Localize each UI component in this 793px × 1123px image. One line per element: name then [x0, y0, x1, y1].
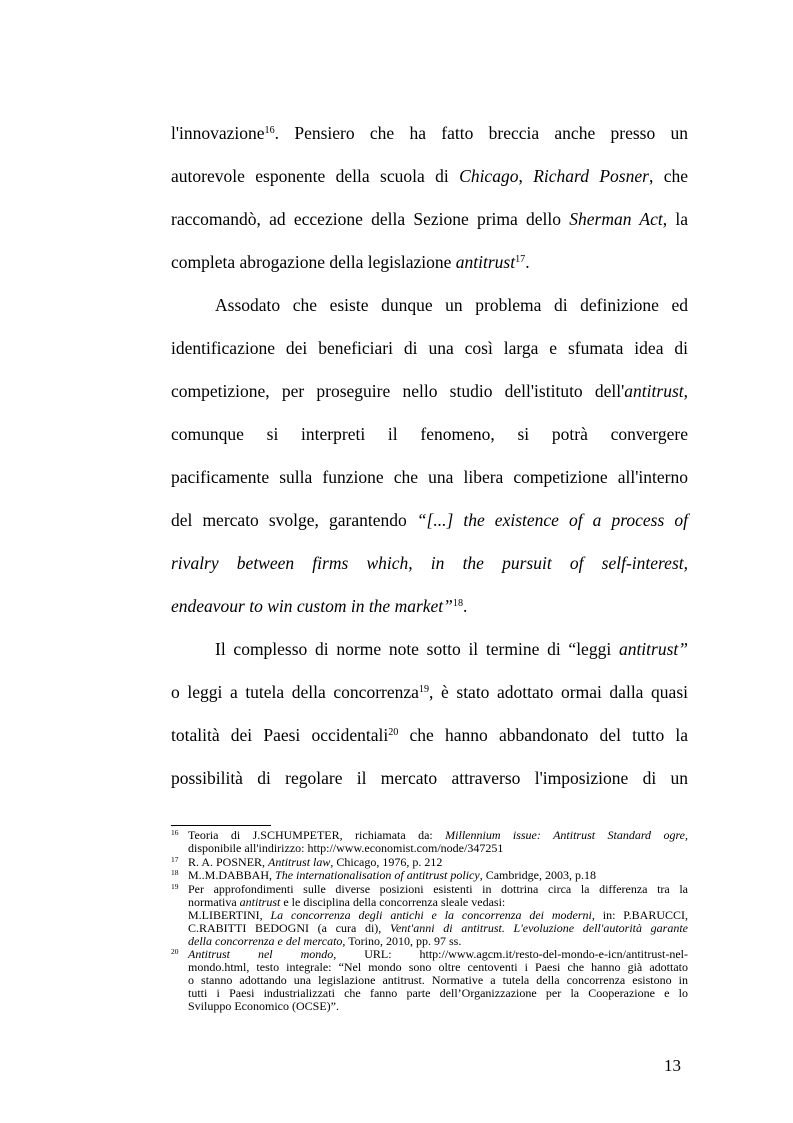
footnote-separator — [171, 825, 271, 826]
body-line: possibilità di regolare il mercato attraverso l'imposizione di un — [171, 768, 688, 788]
body-line: endeavour to win custom in the market”$^{18}$. — [171, 596, 468, 616]
body-line: rivalry between firms which, in the pursuit of self-interest, — [171, 553, 688, 573]
footnote-line: Per approfondimenti sulle diverse posizioni esistenti in dottrina circa la differenza tra la — [188, 881, 688, 896]
footnote-ref[interactable]: 20 — [388, 727, 399, 739]
footnote-ref[interactable]: 18 — [452, 598, 464, 610]
footnote-line: Antitrust nel mondo, URL: http://www.agcm.it/resto-del-mondo-e-icn/antitrust-nel- — [188, 947, 688, 961]
footnote-line: normativa antitrust e le disciplina della concorrenza sleale vedasi: — [188, 894, 506, 909]
body-line: o leggi a tutela della concorrenza$^{19}$, è stato adottato ormai dalla quasi — [171, 682, 688, 702]
footnote-number: 18 — [171, 868, 179, 877]
footnote-17 — [171, 856, 688, 869]
body-line: totalità dei Paesi occidentali$^{20}$ che hanno abbandonato del tutto la — [171, 725, 689, 745]
body-line: competizione, per proseguire nello studio dell'istituto dell'antitrust, — [171, 381, 688, 401]
footnote-line: Teoria di J.SCHUMPETER, richiamata da: Millennium issue: Antitrust Standard ogre, — [188, 828, 688, 842]
footnote-line: Sviluppo Economico (OCSE)”. — [188, 999, 339, 1013]
body-line: autorevole esponente della scuola di Chicago, Richard Posner, che — [171, 166, 689, 186]
footnote-18 — [171, 869, 688, 882]
footnote-line: mondo.html, testo integrale: “Nel mondo sono oltre centoventi i Paesi che hanno già adottato — [188, 960, 688, 974]
footnote-line: della concorrenza e del mercato, Torino, 2010, pp. 97 ss. — [188, 933, 462, 948]
footnote-line: R. A. POSNER, Antitrust law, Chicago, 1976, p. 212 — [188, 854, 443, 869]
body-line: completa abrogazione della legislazione antitrust$^{17}$. — [171, 252, 530, 272]
body-line: raccomandò, ad eccezione della Sezione prima dello Sherman Act, la — [171, 209, 688, 229]
footnote-ref[interactable]: 16 — [264, 125, 275, 137]
footnote-number: 19 — [171, 881, 179, 891]
footnote-20 — [171, 948, 688, 1013]
footnote-19 — [171, 883, 688, 948]
footnote-line: C.RABITTI BEDOGNI (a cura di), Vent'anni di antitrust. L'evoluzione dell'autorità garante — [188, 920, 688, 935]
footnote-ref[interactable]: 19 — [418, 684, 430, 696]
body-line: Il complesso di norme note sotto il termine di “leggi antitrust” — [215, 639, 688, 659]
footnote-line: M.LIBERTINI, La concorrenza degli antichi e la concorrenza dei moderni, in: P.BARUCCI, — [188, 907, 688, 922]
body-line: identificazione dei beneficiari di una così larga e sfumata idea di — [171, 338, 688, 358]
footnote-line: tutti i Paesi industrializzati che fanno parte dell’Organizzazione per la Cooperazione e lo — [188, 986, 688, 1000]
footnote-ref[interactable]: 17 — [515, 254, 526, 266]
footnote-number: 17 — [171, 854, 179, 864]
footnote-number: 16 — [171, 828, 179, 837]
footnote-16 — [171, 829, 688, 855]
body-line: del mercato svolge, garantendo “[...] the existence of a process of — [171, 510, 688, 530]
footnote-line: M..M.DABBAH, The internationalisation of antitrust policy, Cambridge, 2003, p.18 — [188, 868, 597, 882]
footnote-number: 20 — [171, 947, 179, 956]
footnote-line: o stanno adottando una legislazione antitrust. Normative a tutela della concorrenza esistono in — [188, 973, 688, 987]
body-line: comunque si interpreti il fenomeno, si potrà convergere — [171, 424, 688, 444]
footnotes — [171, 829, 688, 1014]
footnote-line: disponibile all'indirizzo: http://www.economist.com/node/347251 — [188, 841, 504, 855]
body-line: pacificamente sulla funzione che una libera competizione all'interno — [171, 467, 688, 487]
page-number: 13 — [664, 1056, 681, 1075]
body-line: Assodato che esiste dunque un problema di definizione ed — [215, 295, 688, 315]
body-line: l'innovazione$^{16}$. Pensiero che ha fatto breccia anche presso un — [171, 123, 688, 143]
